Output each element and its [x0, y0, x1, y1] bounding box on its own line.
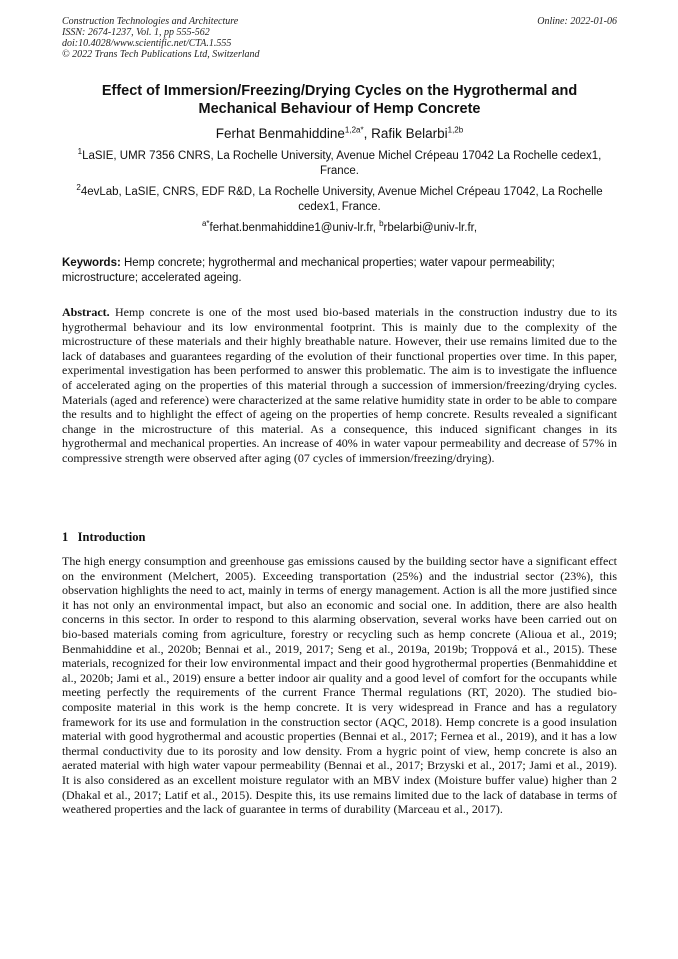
email-1-link[interactable]: ferhat.benmahiddine1@univ-lr.fr, [209, 222, 380, 234]
online-date: Online: 2022-01-06 [537, 16, 617, 27]
author-2: Rafik Belarbi [371, 126, 448, 141]
keywords-block [62, 256, 617, 285]
keywords-label: Keywords: [62, 257, 121, 269]
affiliation-1-text: LaSIE, UMR 7356 CNRS, La Rochelle University, Avenue Michel Crépeau 17042 La Rochelle cedex1, France. [82, 150, 602, 177]
issn-line: ISSN: 2674-1237, Vol. 1, pp 555-562 [62, 27, 210, 38]
affiliation-2-text: 4evLab, LaSIE, CNRS, EDF R&D, La Rochelle University, Avenue Michel Crépeau 17042, La Rochelle cedex1, France. [80, 186, 603, 213]
copyright-line: © 2022 Trans Tech Publications Ltd, Switzerland [62, 49, 260, 60]
journal-header [62, 16, 617, 60]
author-1: Ferhat Benmahiddine [215, 126, 345, 141]
journal-name: Construction Technologies and Architecture [62, 16, 239, 27]
abstract-block [62, 305, 617, 466]
affiliation-2 [62, 185, 617, 215]
section-heading-introduction [62, 530, 617, 545]
author-1-sup: 1,2a* [344, 125, 364, 135]
author-list [62, 125, 617, 142]
section-heading-text: Introduction [77, 530, 146, 544]
section-number: 1 [62, 530, 69, 544]
author-2-sup: 1,2b [447, 125, 464, 135]
keywords-text: Hemp concrete; hygrothermal and mechanical properties; water vapour permeability; microstructure; accelerated ageing. [62, 257, 555, 284]
abstract-text: Hemp concrete is one of the most used bio-based materials in the construction industry due to its hygrothermal behaviour and its low environmental footprint. This is mainly due to the complexity of the microstructure of these materials and their highly breathable nature. However, their use remains limited due to the lack of databases and guarantees regarding of the evolution of their functional properties over time. In this paper, experimental investigation has been performed to answer this problematic. The aim is to investigate the influence of accelerated aging on the properties of this material through a succession of immersion/freezing/drying cycles. Materials (aged and reference) were characterized at the same relative humidity state in order to be able to compare the results and to highlight the effect of ageing on the properties of hemp concrete. Results revealed a significant change in the microstructure of this material. As a consequence, this induced significant changes in its hygrothermal and mechanical properties. An increase of 40% in water vapour permeability and decrease of 57% in compressive strength were observed after aging (07 cycles of immersion/freezing/drying). [62, 305, 617, 465]
author-separator: , [363, 126, 372, 141]
doi-line: doi:10.4028/www.scientific.net/CTA.1.555 [62, 38, 232, 49]
email-2-sup: b [379, 219, 384, 229]
abstract-label: Abstract. [62, 305, 110, 319]
affiliation-1 [62, 149, 617, 179]
email-1-sup: a* [201, 219, 210, 229]
email-line [62, 221, 617, 236]
affiliation-1-sup: 1 [77, 147, 83, 157]
introduction-paragraph: The high energy consumption and greenhouse gas emissions caused by the building sector have a significant effect on the environment (Melchert, 2005). Exceeding transportation (25%) and the industrial sector (23%), this observation highlights the need to act, mainly in terms of energy management. Action is all the more justified since it has not only an environmental impact, but also an economic and social one. In addition, there are also health concerns in this sector. In order to respond to this alarming observation, several works have been carried out on bio-based materials coming from agriculture, forestry or recycling such as hemp concrete (Alioua et al., 2019; Benmahiddine et al., 2020b; Bennai et al., 2019, 2017; Seng et al., 2019a, 2019b; Troppová et al., 2015). These materials, recognized for their low environmental impact and their good hygrothermal properties (Benmahiddine et al., 2020b; Jami et al., 2019) ensure a better indoor air quality and a good level of comfort for the occupants while meeting perfectly the requirements of the current France Thermal regulations (RT, 2020). The studied bio-composite material in this work is the hemp concrete. It is very widespread in France and has a regulatory framework for its use and formulation in the construction sector (AQC, 2018). Hemp concrete is a good insulation material with good hygrothermal and acoustic properties (Bennai et al., 2017; Fernea et al., 2019), and it has a low thermal conductivity due to its porosity and low density. From a hygric point of view, hemp concrete is also an aerated material with high water vapour permeability (Bennai et al., 2017; Brzyski et al., 2017; Jami et al., 2019). It is also considered as an excellent moisture regulator with an MBV index (Moisture buffer value) higher than 2 (Dhakal et al., 2017; Latif et al., 2015). Despite this, its use remains limited due to the lack of database in terms of weathered properties and the lack of guarantee in terms of durability (Marceau et al., 2017). [62, 554, 617, 817]
email-2-link[interactable]: rbelarbi@univ-lr.fr, [383, 222, 478, 234]
affiliation-2-sup: 2 [76, 183, 81, 193]
paper-title: Effect of Immersion/Freezing/Drying Cycles on the Hygrothermal and Mechanical Behaviour of Hemp Concrete [101, 83, 578, 117]
